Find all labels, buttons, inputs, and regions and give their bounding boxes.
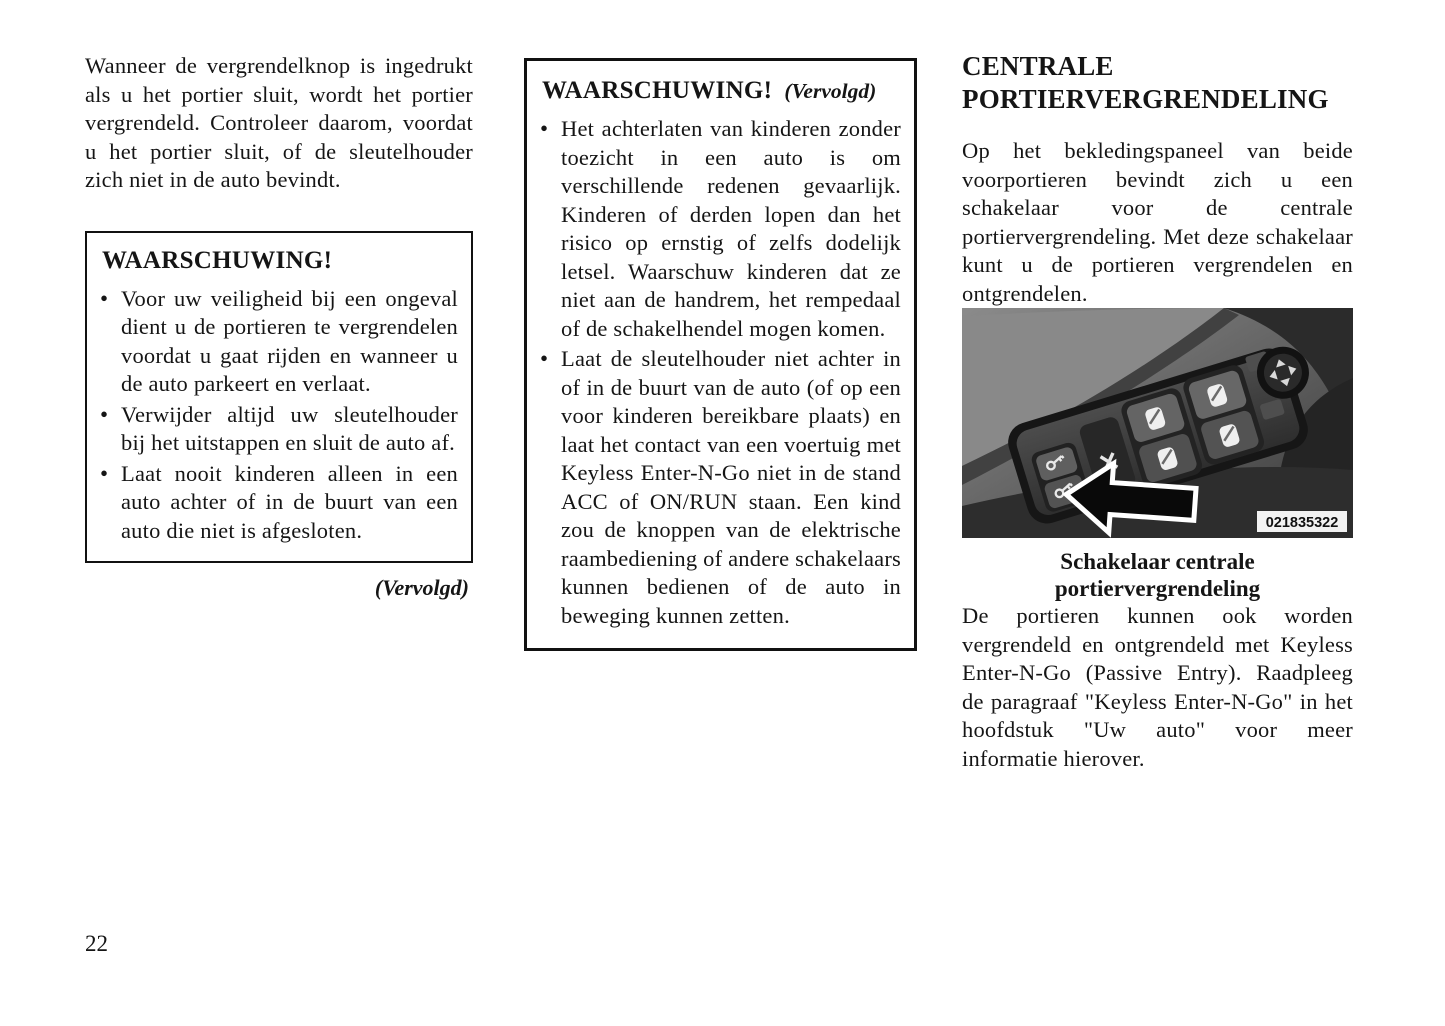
warning-box-2-continued-label: (Vervolgd) [784,79,877,103]
warning-2-bullet-1: • Het achterlaten van kinderen zonder toezicht in een auto is om verschillende redenen gevaarlijk. Kinderen of derden lopen dan het risico op ernstig of zelfs dodelijk letsel. Waarschuw kinderen dat ze niet aan de handrem, het rempedaal of de schakelhendel mogen komen. [540,115,901,343]
door-panel-photo [962,308,1353,538]
warning-box-2 [524,58,917,651]
continued-note: (Vervolgd) [374,575,469,600]
section-paragraph-1: Op het bekledingspaneel van beide voorportieren bevindt zich u een schakelaar voor de centrale portiervergrendeling. Met deze schakelaar kunt u de portieren vergrendelen en ontgrendelen. [962,138,1353,306]
bullet-dot: • [100,460,109,486]
warning-box-1-title: WAARSCHUWING! [102,246,333,274]
bullet-dot: • [540,116,549,141]
warning-1-bullet-1: • Voor uw veiligheid bij een ongeval dient u de portieren te vergrendelen voordat u gaat rijden en wanneer u de auto parkeert en verlaat. [100,285,458,399]
warning-box-2-title: WAARSCHUWING! [542,77,773,104]
bullet-dot: • [540,346,549,371]
column-left [85,52,473,601]
section-paragraph-2: De portieren kunnen ook worden vergrendeld en ontgrendeld met Keyless Enter-N-Go (Passive Entry). Raadpleeg de paragraaf "Keyless Enter-N-Go" in het hoofdstuk "Uw auto" voor meer informatie hierover. [962,603,1353,771]
warning-box-1 [85,231,473,564]
warning-1-bullet-2: • Verwijder altijd uw sleutelhouder bij het uitstappen en sluit de auto af. [100,401,458,458]
bullet-dot: • [100,285,109,311]
section-heading: CENTRALE PORTIERVERGRENDELING [962,51,1329,114]
warning-2-bullet-2: • Laat de sleutelhouder niet achter in of in de buurt van de auto (of op een voor kinderen bereikbare plaats) en laat het contact van een voertuig met Keyless Enter-N-Go niet in de stand ACC of ON/RUN staan. Een kind zou de knoppen van de elektrische raambediening of andere schakelaars kunnen bedienen of de auto in beweging kunnen zetten. [540,345,901,630]
warning-1-bullet-3: • Laat nooit kinderen alleen in een auto achter of in de buurt van een auto die niet is afgesloten. [100,460,458,546]
door-panel-figure [962,308,1353,602]
figure-caption: Schakelaar centrale portiervergrendeling [1054,549,1261,601]
bullet-dot: • [100,401,109,427]
page-number: 22 [85,931,108,956]
column-right [962,50,1353,773]
figure-code [1257,511,1347,532]
column-middle [524,58,917,651]
intro-paragraph: Wanneer de vergrendelknop is ingedrukt als u het portier sluit, wordt het portier vergrendeld. Controleer daarom, voordat u het portier sluit, of de sleutelhouder zich niet in de auto bevindt. [85,53,473,192]
svg-text:021835322: 021835322 [1265,515,1339,531]
